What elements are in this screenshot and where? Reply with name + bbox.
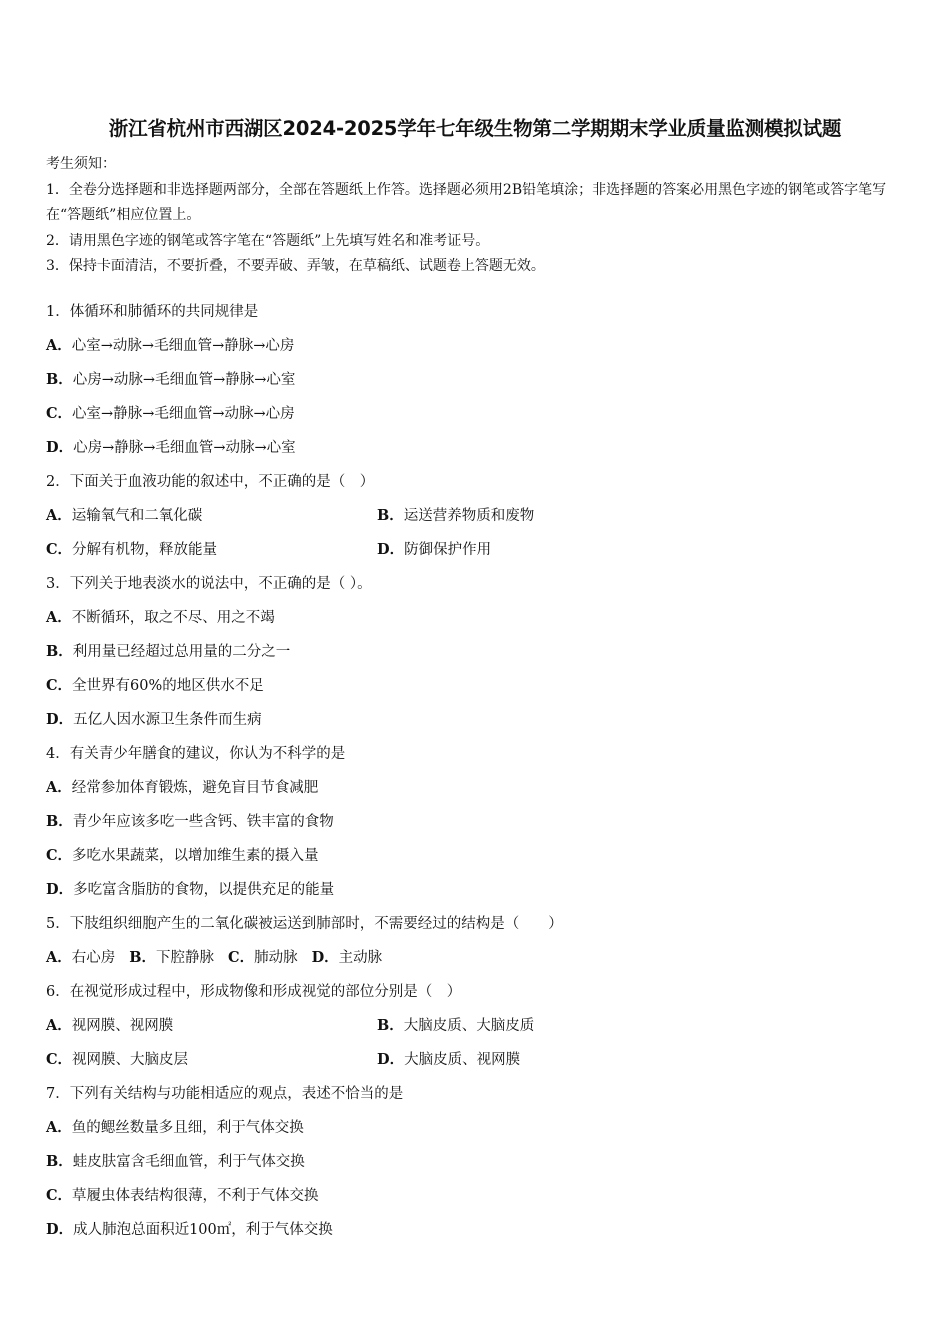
question-stem: 5．下肢组织细胞产生的二氧化碳被运送到肺部时，不需要经过的结构是（ ）: [46, 916, 563, 932]
question-stem: 2．下面关于血液功能的叙述中，不正确的是（ ）: [46, 474, 375, 490]
option-c: [46, 1181, 904, 1215]
option-text: 肺动脉: [254, 950, 298, 966]
option-label: B．: [377, 1017, 404, 1034]
option-d: [46, 705, 904, 739]
question-stem: 6．在视觉形成过程中，形成物像和形成视觉的部位分别是（ ）: [46, 984, 462, 1000]
option-label: A．: [46, 337, 72, 354]
option-label: C．: [46, 541, 73, 558]
option-b: [129, 950, 214, 966]
option-c: [46, 535, 377, 569]
option-text: 心房→动脉→毛细血管→静脉→心室: [72, 372, 296, 388]
option-label: D．: [377, 1051, 405, 1068]
option-b: [46, 1147, 904, 1181]
option-row: [46, 943, 904, 977]
option-a: [46, 603, 904, 637]
option-b: [377, 1011, 708, 1045]
option-b: [46, 807, 904, 841]
option-text: 心室→动脉→毛细血管→静脉→心房: [71, 338, 295, 354]
option-text: 主动脉: [338, 950, 383, 966]
option-label: D．: [46, 711, 74, 728]
option-text: 大脑皮质、视网膜: [404, 1052, 521, 1068]
option-label: D．: [46, 1221, 74, 1238]
option-text: 鱼的鳃丝数量多且细，利于气体交换: [71, 1120, 304, 1136]
option-text: 视网膜、大脑皮层: [72, 1052, 189, 1068]
option-text: 大脑皮质、大脑皮质: [403, 1018, 535, 1034]
option-text: 经常参加体育锻炼，避免盲目节食减肥: [71, 780, 319, 796]
option-label: B．: [46, 813, 73, 830]
option-label: C．: [46, 1187, 73, 1204]
option-text: 运送营养物质和废物: [403, 508, 535, 524]
question-stem: 7．下列有关结构与功能相适应的观点，表述不恰当的是: [46, 1086, 404, 1102]
option-text: 心室→静脉→毛细血管→动脉→心房: [72, 406, 295, 422]
option-b: [46, 637, 904, 671]
option-label: B．: [46, 371, 73, 388]
question-list: [46, 297, 904, 1249]
option-label: B．: [46, 1153, 73, 1170]
option-d: [377, 535, 708, 569]
option-label: A．: [46, 779, 72, 796]
option-d: [312, 950, 383, 966]
option-a: [46, 1113, 904, 1147]
option-text: 心房→静脉→毛细血管→动脉→心室: [73, 440, 296, 456]
option-text: 下腔静脉: [156, 950, 215, 966]
option-row: [46, 535, 904, 569]
option-d: [46, 875, 904, 909]
option-text: 多吃水果蔬菜，以增加维生素的摄入量: [72, 848, 319, 864]
option-text: 成人肺泡总面积近100㎡，利于气体交换: [73, 1222, 333, 1238]
option-label: C．: [46, 1051, 73, 1068]
option-row: [46, 501, 904, 535]
option-d: [377, 1045, 708, 1079]
option-label: B．: [129, 949, 157, 966]
option-d: [46, 433, 904, 467]
option-c: [46, 399, 904, 433]
option-text: 右心房: [71, 950, 116, 966]
option-label: C．: [46, 677, 73, 694]
option-label: D．: [377, 541, 405, 558]
option-a: [46, 950, 115, 966]
option-text: 草履虫体表结构很薄，不利于气体交换: [72, 1188, 319, 1204]
option-a: [46, 1011, 377, 1045]
option-c: [228, 950, 298, 966]
question-stem: 4．有关青少年膳食的建议，你认为不科学的是: [46, 746, 346, 762]
option-label: D．: [46, 881, 74, 898]
notice-heading: 考生须知：: [46, 156, 116, 172]
option-a: [46, 501, 377, 535]
option-text: 五亿人因水源卫生条件而生病: [73, 712, 262, 728]
option-text: 视网膜、视网膜: [71, 1018, 174, 1034]
option-text: 运输氧气和二氧化碳: [71, 508, 203, 524]
option-b: [46, 365, 904, 399]
option-label: A．: [46, 949, 72, 966]
option-label: C．: [46, 847, 73, 864]
option-c: [46, 671, 904, 705]
question-stem: 3．下列关于地表淡水的说法中，不正确的是（ ）。: [46, 576, 372, 592]
option-c: [46, 841, 904, 875]
option-label: D．: [46, 439, 74, 456]
option-text: 分解有机物，释放能量: [72, 542, 218, 558]
option-a: [46, 773, 904, 807]
option-label: D．: [311, 949, 339, 966]
option-label: A．: [46, 1017, 72, 1034]
option-text: 青少年应该多吃一些含钙、铁丰富的食物: [72, 814, 334, 830]
option-c: [46, 1045, 377, 1079]
option-a: [46, 331, 904, 365]
notice-item: 1．全卷分选择题和非选择题两部分，全部在答题纸上作答。选择题必须用2B铅笔填涂；非选择题的答案必用黑色字迹的钢笔或答字笔写在“答题纸”相应位置上。: [46, 181, 887, 223]
exam-notice: [46, 152, 904, 280]
option-label: C．: [46, 405, 73, 422]
option-text: 多吃富含脂肪的食物，以提供充足的能量: [73, 882, 335, 898]
option-text: 防御保护作用: [404, 542, 492, 558]
option-label: A．: [46, 507, 72, 524]
option-text: 不断循环，取之不尽、用之不竭: [71, 610, 275, 626]
option-label: B．: [377, 507, 404, 524]
option-row: [46, 1011, 904, 1045]
page-title: 浙江省杭州市西湖区2024-2025学年七年级生物第二学期期末学业质量监测模拟试题: [108, 117, 842, 140]
option-label: B．: [46, 643, 73, 660]
option-text: 全世界有60%的地区供水不足: [72, 678, 264, 694]
option-row: [46, 1045, 904, 1079]
option-b: [377, 501, 708, 535]
question-stem: 1．体循环和肺循环的共同规律是: [46, 304, 259, 320]
option-text: 蛙皮肤富含毛细血管，利于气体交换: [72, 1154, 305, 1170]
option-text: 利用量已经超过总用量的二分之一: [72, 644, 291, 660]
option-label: A．: [46, 1119, 72, 1136]
notice-item: 2．请用黑色字迹的钢笔或答字笔在“答题纸”上先填写姓名和准考证号。: [46, 232, 490, 249]
notice-item: 3．保持卡面清洁，不要折叠，不要弄破、弄皱，在草稿纸、试题卷上答题无效。: [46, 258, 545, 274]
option-label: C．: [228, 949, 255, 966]
option-d: [46, 1215, 904, 1249]
option-label: A．: [46, 609, 72, 626]
